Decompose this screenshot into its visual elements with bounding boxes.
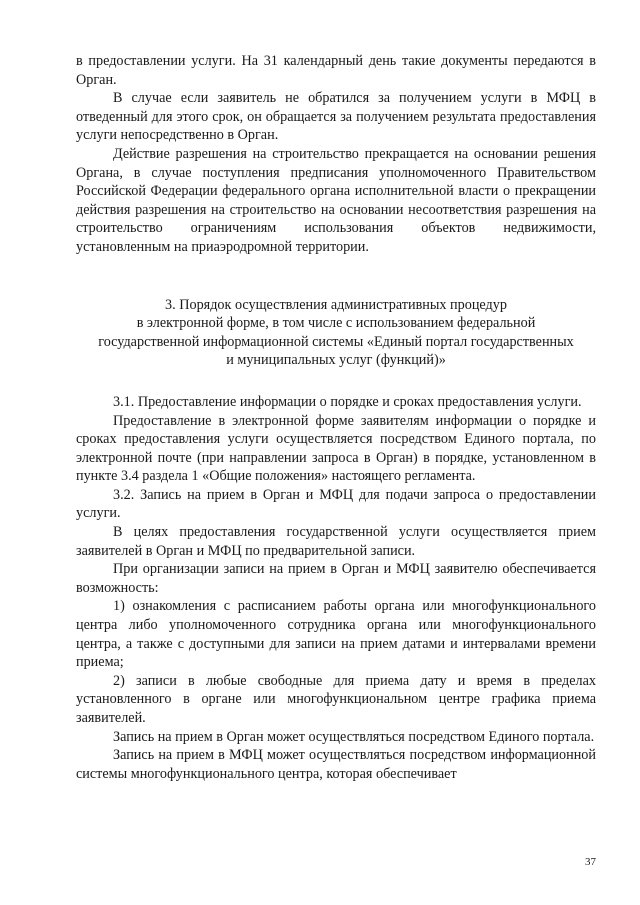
- list-item-2: 2) записи в любые свободные для приема дату и время в пределах установленного в органе или многофункциональном центре графика приема заявителей.: [76, 672, 596, 726]
- paragraph-organ-portal: Запись на прием в Орган может осуществляться посредством Единого портала.: [113, 728, 595, 745]
- section-heading-line-1: 3. Порядок осуществления административных процедур: [165, 296, 507, 313]
- paragraph-3-2-title: 3.2. Запись на прием в Орган и МФЦ для подачи запроса о предоставлении услуги.: [76, 486, 596, 522]
- section-heading-line-4: и муниципальных услуг (функций)»: [226, 352, 446, 369]
- section-heading: [76, 296, 596, 370]
- document-page: [76, 52, 596, 783]
- page-number: 37: [585, 856, 596, 868]
- paragraph-appointment-purpose: В целях предоставления государственной услуги осуществляется прием заявителей в Орган и МФЦ по предварительной записи.: [76, 524, 596, 559]
- paragraph-continuation: в предоставлении услуги. На 31 календарный день такие документы передаются в Орган.: [76, 53, 596, 88]
- paragraph-mfc-system: Запись на прием в МФЦ может осуществляться посредством информационной системы многофункционального центра, которая обеспечивает: [76, 747, 596, 782]
- list-item-1: 1) ознакомления с расписанием работы органа или многофункционального центра либо уполномоченного сотрудника органа или многофункционального центра, а также с доступными для записи на прием датами и интервалами времени приема;: [76, 598, 596, 671]
- section-heading-line-2: в электронной форме, в том числе с использованием федеральной: [136, 315, 536, 332]
- paragraph-appointment-options: При организации записи на прием в Орган и МФЦ заявителю обеспечивается возможность:: [76, 561, 596, 596]
- section-heading-line-3: государственной информационной системы «Единый портал государственных: [98, 333, 574, 350]
- paragraph-3-1-title: 3.1. Предоставление информации о порядке и сроках предоставления услуги.: [113, 393, 582, 410]
- paragraph-permit-termination: Действие разрешения на строительство прекращается на основании решения Органа, в случае поступления предписания уполномоченного Правительством Российской Федерации федерального органа исполнительной власти о прекращении действия разрешения на строительство на основании несоответствия разрешения на строительство ограничениям использования объектов недвижимости, установленным на приаэродромной территории.: [76, 145, 596, 255]
- paragraph-mfc-deadline: В случае если заявитель не обратился за получением услуги в МФЦ в отведенный для этого срок, он обращается за получением результата предоставления услуги непосредственно в Орган.: [76, 90, 596, 144]
- paragraph-electronic-info: Предоставление в электронной форме заявителям информации о порядке и сроках предоставления услуги осуществляется посредством Единого портала, по электронной почте (при направлении запроса в Орган) в порядке, установленном в пункте 3.4 раздела 1 «Общие положения» настоящего регламента.: [76, 412, 596, 485]
